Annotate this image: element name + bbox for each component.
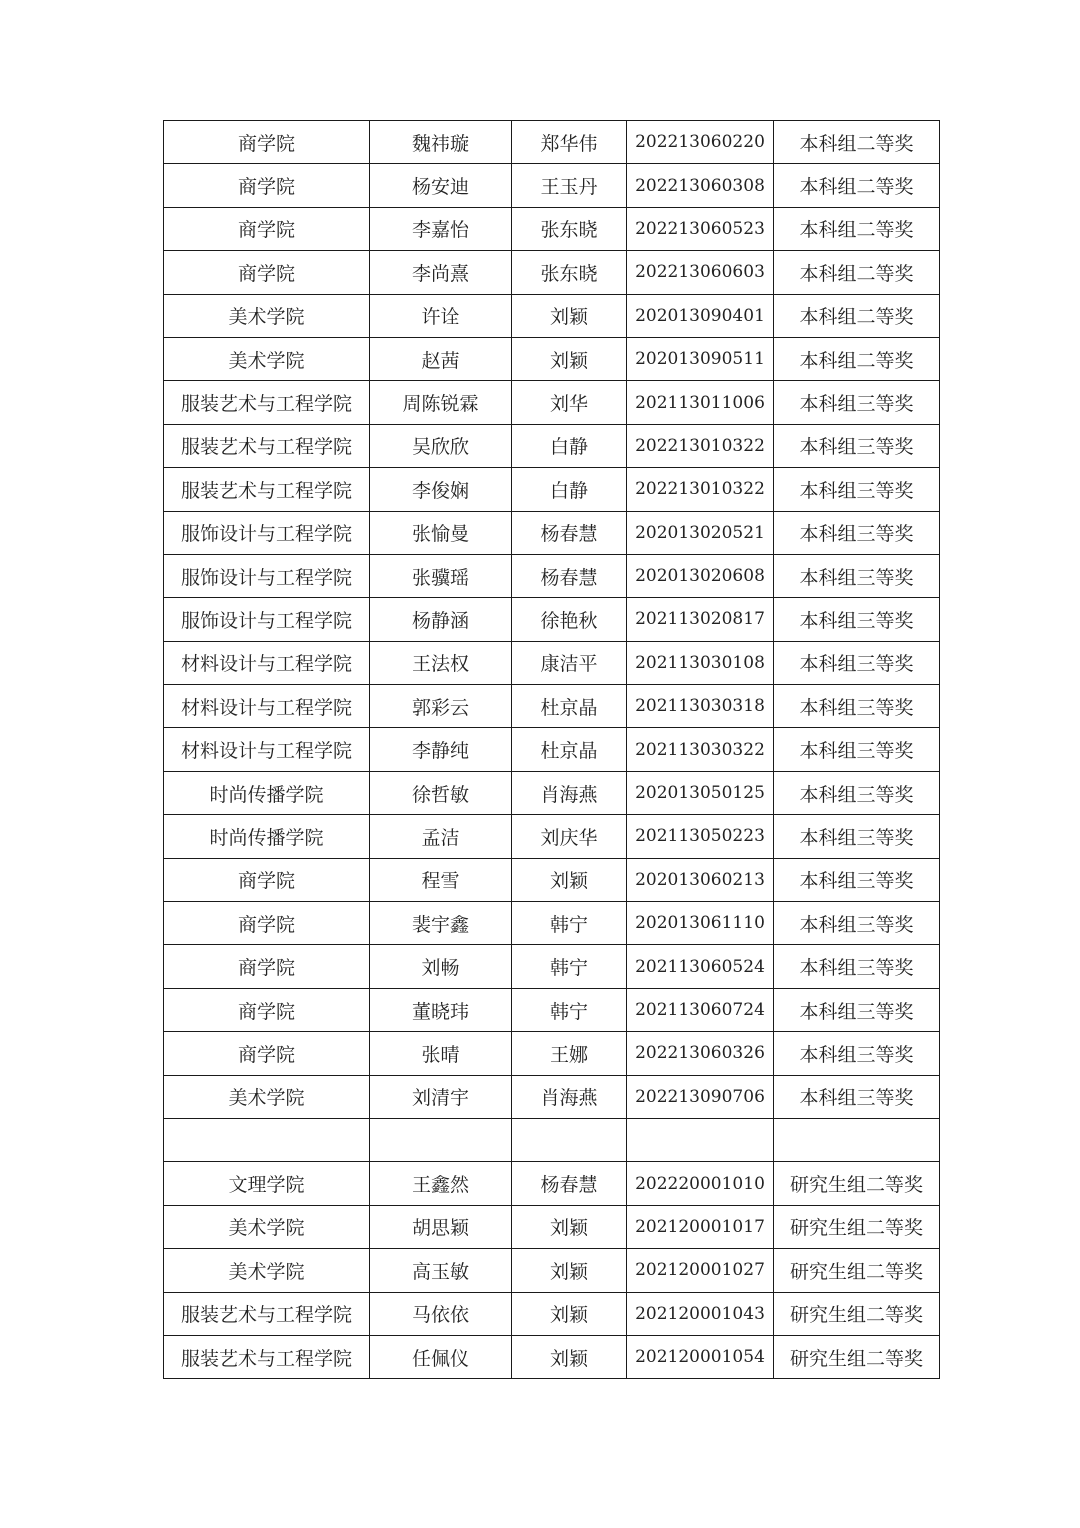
college-cell: 服装艺术与工程学院 (164, 1292, 370, 1335)
table-row (164, 685, 940, 728)
student-id-cell: 202113030322 (627, 728, 774, 771)
student-id-cell: 202213060220 (627, 121, 774, 164)
award-cell: 本科组三等奖 (774, 511, 940, 554)
student-name-cell: 张愉曼 (370, 511, 512, 554)
student-name-cell: 李嘉怡 (370, 207, 512, 250)
advisor-cell: 张东晓 (512, 251, 627, 294)
table-row (164, 1335, 940, 1378)
student-name-cell: 张晴 (370, 1032, 512, 1075)
award-cell: 研究生组二等奖 (774, 1335, 940, 1378)
table-row (164, 771, 940, 814)
student-name-cell: 董晓玮 (370, 988, 512, 1031)
student-id-cell: 202213090706 (627, 1075, 774, 1118)
college-cell: 服装艺术与工程学院 (164, 468, 370, 511)
college-cell: 商学院 (164, 988, 370, 1031)
college-cell: 材料设计与工程学院 (164, 685, 370, 728)
college-cell: 商学院 (164, 164, 370, 207)
table-row (164, 988, 940, 1031)
student-id-cell: 202113020817 (627, 598, 774, 641)
award-cell: 研究生组二等奖 (774, 1205, 940, 1248)
student-name-cell: 许诠 (370, 294, 512, 337)
table-row (164, 554, 940, 597)
award-cell: 本科组三等奖 (774, 728, 940, 771)
student-name-cell: 马依依 (370, 1292, 512, 1335)
awards-table (163, 120, 940, 1379)
college-cell (164, 1118, 370, 1161)
college-cell: 服装艺术与工程学院 (164, 424, 370, 467)
college-cell: 材料设计与工程学院 (164, 641, 370, 684)
student-id-cell: 202013061110 (627, 902, 774, 945)
advisor-cell: 王娜 (512, 1032, 627, 1075)
student-id-cell: 202213060308 (627, 164, 774, 207)
advisor-cell: 刘颖 (512, 1335, 627, 1378)
table-row (164, 1249, 940, 1292)
table-row (164, 164, 940, 207)
advisor-cell: 刘颖 (512, 1205, 627, 1248)
table-row (164, 468, 940, 511)
advisor-cell (512, 1118, 627, 1161)
table-row (164, 641, 940, 684)
award-cell: 本科组三等奖 (774, 468, 940, 511)
student-id-cell: 202120001054 (627, 1335, 774, 1378)
table-row (164, 598, 940, 641)
table-row (164, 121, 940, 164)
table-row (164, 728, 940, 771)
advisor-cell: 韩宁 (512, 945, 627, 988)
table-row (164, 1205, 940, 1248)
college-cell: 材料设计与工程学院 (164, 728, 370, 771)
student-name-cell: 高玉敏 (370, 1249, 512, 1292)
student-id-cell: 202120001043 (627, 1292, 774, 1335)
student-name-cell: 张骥瑶 (370, 554, 512, 597)
advisor-cell: 刘华 (512, 381, 627, 424)
college-cell: 服饰设计与工程学院 (164, 511, 370, 554)
advisor-cell: 杜京晶 (512, 685, 627, 728)
advisor-cell: 郑华伟 (512, 121, 627, 164)
student-id-cell (627, 1118, 774, 1161)
student-id-cell: 202013090401 (627, 294, 774, 337)
table-row (164, 902, 940, 945)
advisor-cell: 韩宁 (512, 902, 627, 945)
table-row (164, 1075, 940, 1118)
student-id-cell: 202013050125 (627, 771, 774, 814)
table-row (164, 1292, 940, 1335)
student-id-cell: 202113060524 (627, 945, 774, 988)
advisor-cell: 肖海燕 (512, 1075, 627, 1118)
student-id-cell: 202213060326 (627, 1032, 774, 1075)
advisor-cell: 康洁平 (512, 641, 627, 684)
student-name-cell: 刘畅 (370, 945, 512, 988)
student-name-cell: 任佩仪 (370, 1335, 512, 1378)
award-cell (774, 1118, 940, 1161)
college-cell: 服饰设计与工程学院 (164, 598, 370, 641)
college-cell: 时尚传播学院 (164, 771, 370, 814)
advisor-cell: 白静 (512, 424, 627, 467)
advisor-cell: 杜京晶 (512, 728, 627, 771)
award-cell: 本科组三等奖 (774, 858, 940, 901)
college-cell: 服装艺术与工程学院 (164, 381, 370, 424)
student-name-cell: 杨静涵 (370, 598, 512, 641)
award-cell: 研究生组二等奖 (774, 1292, 940, 1335)
award-cell: 本科组三等奖 (774, 902, 940, 945)
advisor-cell: 刘庆华 (512, 815, 627, 858)
student-name-cell: 郭彩云 (370, 685, 512, 728)
student-name-cell: 王法权 (370, 641, 512, 684)
award-cell: 本科组三等奖 (774, 554, 940, 597)
college-cell: 商学院 (164, 902, 370, 945)
table-row (164, 1032, 940, 1075)
student-id-cell: 202013090511 (627, 337, 774, 380)
award-cell: 本科组二等奖 (774, 337, 940, 380)
college-cell: 美术学院 (164, 294, 370, 337)
table-row (164, 381, 940, 424)
student-id-cell: 202220001010 (627, 1162, 774, 1205)
award-cell: 本科组二等奖 (774, 207, 940, 250)
student-id-cell: 202113030108 (627, 641, 774, 684)
student-id-cell: 202120001017 (627, 1205, 774, 1248)
student-id-cell: 202113030318 (627, 685, 774, 728)
college-cell: 商学院 (164, 1032, 370, 1075)
advisor-cell: 张东晓 (512, 207, 627, 250)
table-row (164, 858, 940, 901)
student-name-cell: 李静纯 (370, 728, 512, 771)
award-cell: 本科组三等奖 (774, 988, 940, 1031)
student-name-cell: 孟洁 (370, 815, 512, 858)
award-cell: 本科组三等奖 (774, 685, 940, 728)
award-cell: 本科组三等奖 (774, 598, 940, 641)
college-cell: 时尚传播学院 (164, 815, 370, 858)
college-cell: 商学院 (164, 121, 370, 164)
student-name-cell: 吴欣欣 (370, 424, 512, 467)
student-id-cell: 202013020521 (627, 511, 774, 554)
table-row (164, 337, 940, 380)
table-row (164, 424, 940, 467)
student-name-cell: 赵茜 (370, 337, 512, 380)
college-cell: 商学院 (164, 945, 370, 988)
student-id-cell: 202120001027 (627, 1249, 774, 1292)
student-name-cell (370, 1118, 512, 1161)
student-id-cell: 202113050223 (627, 815, 774, 858)
table-row (164, 294, 940, 337)
college-cell: 商学院 (164, 207, 370, 250)
student-id-cell: 202213010322 (627, 468, 774, 511)
college-cell: 美术学院 (164, 1205, 370, 1248)
student-name-cell: 李尚熹 (370, 251, 512, 294)
student-id-cell: 202213060523 (627, 207, 774, 250)
advisor-cell: 刘颖 (512, 1249, 627, 1292)
college-cell: 商学院 (164, 858, 370, 901)
college-cell: 商学院 (164, 251, 370, 294)
college-cell: 美术学院 (164, 337, 370, 380)
student-name-cell: 李俊娴 (370, 468, 512, 511)
advisor-cell: 杨春慧 (512, 511, 627, 554)
advisor-cell: 杨春慧 (512, 1162, 627, 1205)
table-row (164, 207, 940, 250)
student-name-cell: 程雪 (370, 858, 512, 901)
table-row (164, 511, 940, 554)
college-cell: 服饰设计与工程学院 (164, 554, 370, 597)
student-name-cell: 王鑫然 (370, 1162, 512, 1205)
college-cell: 文理学院 (164, 1162, 370, 1205)
table-row (164, 251, 940, 294)
table-row (164, 1162, 940, 1205)
advisor-cell: 刘颖 (512, 337, 627, 380)
award-cell: 本科组二等奖 (774, 251, 940, 294)
award-cell: 本科组三等奖 (774, 424, 940, 467)
award-cell: 本科组三等奖 (774, 945, 940, 988)
advisor-cell: 肖海燕 (512, 771, 627, 814)
award-cell: 本科组三等奖 (774, 1032, 940, 1075)
advisor-cell: 刘颖 (512, 858, 627, 901)
student-name-cell: 魏祎璇 (370, 121, 512, 164)
college-cell: 美术学院 (164, 1249, 370, 1292)
award-cell: 研究生组二等奖 (774, 1162, 940, 1205)
student-id-cell: 202213010322 (627, 424, 774, 467)
college-cell: 服装艺术与工程学院 (164, 1335, 370, 1378)
student-name-cell: 杨安迪 (370, 164, 512, 207)
student-name-cell: 周陈锐霖 (370, 381, 512, 424)
advisor-cell: 徐艳秋 (512, 598, 627, 641)
advisor-cell: 王玉丹 (512, 164, 627, 207)
award-cell: 本科组三等奖 (774, 1075, 940, 1118)
student-id-cell: 202113011006 (627, 381, 774, 424)
advisor-cell: 白静 (512, 468, 627, 511)
advisor-cell: 韩宁 (512, 988, 627, 1031)
student-name-cell: 裴宇鑫 (370, 902, 512, 945)
student-id-cell: 202013060213 (627, 858, 774, 901)
awards-table-body (164, 121, 940, 1379)
student-id-cell: 202013020608 (627, 554, 774, 597)
table-row (164, 815, 940, 858)
advisor-cell: 刘颖 (512, 294, 627, 337)
student-name-cell: 胡思颖 (370, 1205, 512, 1248)
award-cell: 本科组二等奖 (774, 164, 940, 207)
award-cell: 本科组二等奖 (774, 294, 940, 337)
student-name-cell: 刘清宇 (370, 1075, 512, 1118)
award-cell: 本科组三等奖 (774, 381, 940, 424)
advisor-cell: 刘颖 (512, 1292, 627, 1335)
student-name-cell: 徐哲敏 (370, 771, 512, 814)
award-cell: 本科组二等奖 (774, 121, 940, 164)
award-cell: 本科组三等奖 (774, 815, 940, 858)
table-row (164, 1118, 940, 1161)
student-id-cell: 202213060603 (627, 251, 774, 294)
student-id-cell: 202113060724 (627, 988, 774, 1031)
award-cell: 本科组三等奖 (774, 771, 940, 814)
college-cell: 美术学院 (164, 1075, 370, 1118)
award-cell: 研究生组二等奖 (774, 1249, 940, 1292)
award-cell: 本科组三等奖 (774, 641, 940, 684)
table-row (164, 945, 940, 988)
advisor-cell: 杨春慧 (512, 554, 627, 597)
